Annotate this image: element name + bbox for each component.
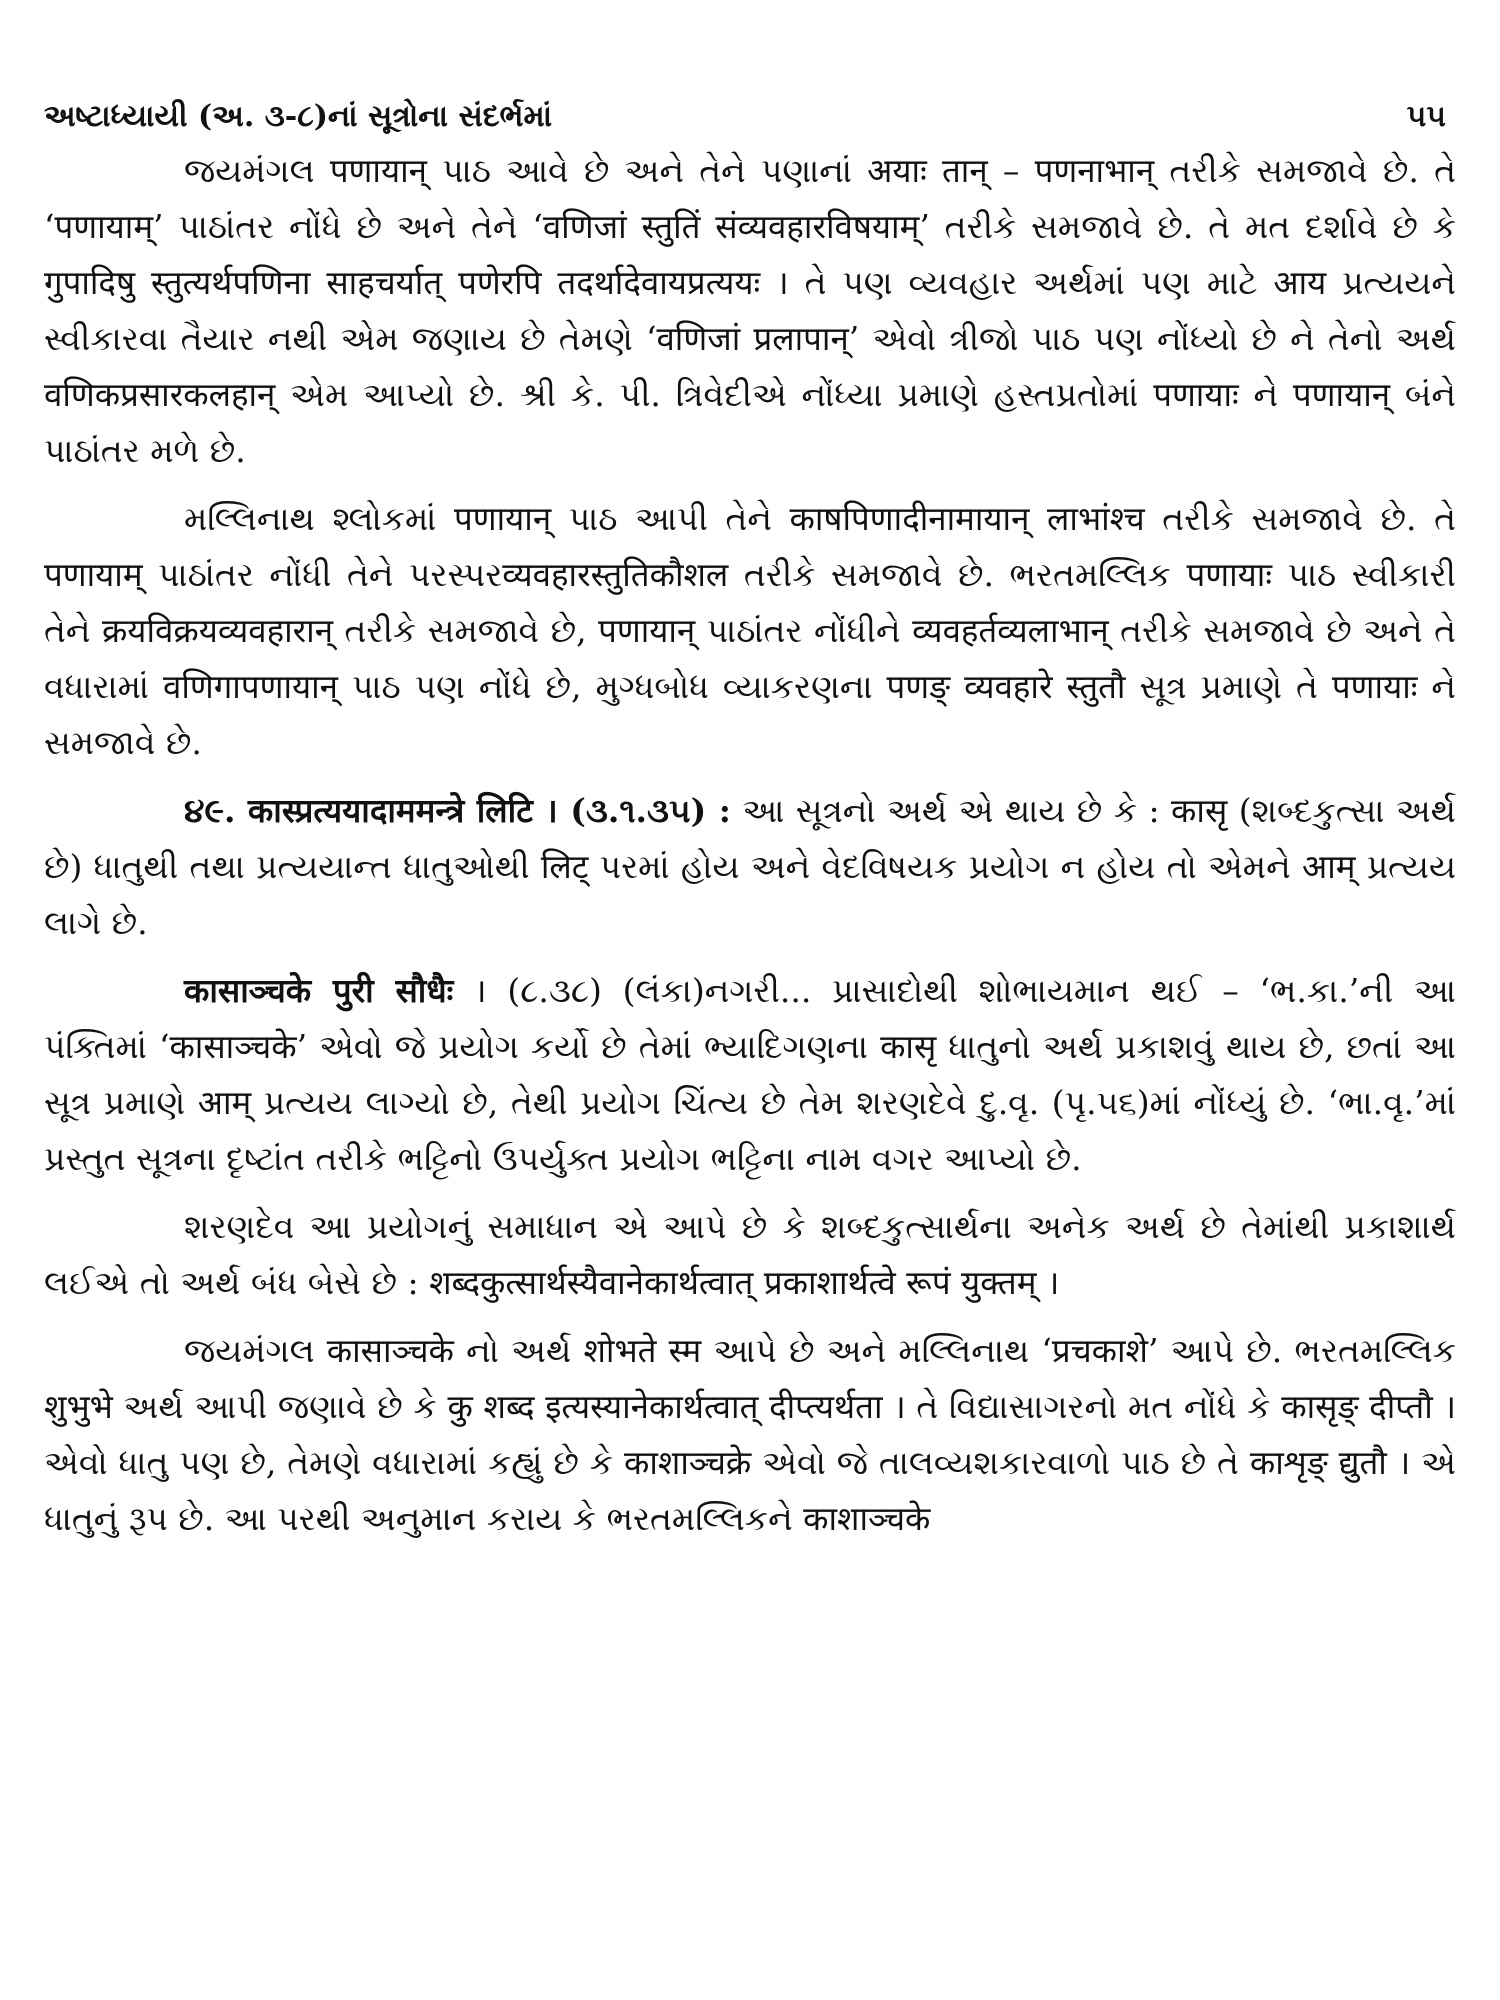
paragraph-2: મલ્લિનાથ શ્લોકમાં पणायान् પાઠ આપી તેને काषपिणादीनामायान् लाभांश्च તરીકે સમજાવે છે. તે पणायाम् પાઠાંતર નોંધી તેને પરસ્પરव्यवहारस्तुतिकौशल તરીકે સમજાવે છે. ભરતમલ્લિક पणायाः પાઠ સ્વીકારી તેને क्रयविक्रयव्यवहारान् તરીકે સમજાવે છે, पणायान् પાઠાંતર નોંધીને व्यवहर्तव्यलाभान् તરીકે સમજાવે છે અને તે વધારામાં वणिगापणायान् પાઠ પણ નોંધે છે, મુગ્ધબોધ વ્યાકરણના पणङ् व्यवहारे स्तुतौ સૂત્ર પ્રમાણે તે पणायाः ને સમજાવે છે.: [44, 499, 1456, 762]
running-title: અષ્ટાધ્યાયી (અ. ૩-૮)નાં સૂત્રોના સંદર્ભમાં: [44, 99, 553, 134]
paragraph-6: જયમંગલ कासाञ्चके નો અર્થ शोभते स्म આપે છે અને મલ્લિનાથ ‘प्रचकाशे’ આપે છે. ભરતમલ્લિક शुभुभे અર્થ આપી જણાવે છે કે कु शब्द इत्यस्यानेकार्थत्वात् दीप्त्यर्थता । તે વિદ્યાસાગરનો મત નોંધે કે कासृङ् दीप्तौ । એવો ધાતુ પણ છે, તેમણે વધારામાં કહ્યું છે કે काशाञ्चक्रे એવો જે તાલવ્યશકારવાળો પાઠ છે તે काशृङ् द्युतौ । એ ધાતુનું રૂપ છે. આ પરથી અનુમાન કરાય કે ભરતમલ્લિકને काशाञ्चके: [44, 1331, 1456, 1538]
running-header: [44, 95, 1456, 139]
paragraph-4: [44, 963, 1456, 1187]
paragraph-5: શરણદેવ આ પ્રયોગનું સમાધાન એ આપે છે કે શબ્દકુત્સાર્થના અનેક અર્થ છે તેમાંથી પ્રકાશાર્થ લઈએ તો અર્થ બંધ બેસે છે : शब्दकुत्सार्थस्यैवानेकार्थत्वात् प्रकाशार्थत्वे रूपं युक्तम् ।: [44, 1207, 1456, 1302]
paragraph-1: જયમંગલ पणायान् પાઠ આવે છે અને તેને પણાનાં अयाः तान् – पणनाभान् તરીકે સમજાવે છે. તે ‘पणायाम्’ પાઠાંતર નોંધે છે અને તેને ‘वणिजां स्तुतिं संव्यवहारविषयाम्’ તરીકે સમજાવે છે. તે મત દર્શાવે છે કે गुपादिषु स्तुत्यर्थपणिना साहचर्यात् पणेरपि तदर्थादेवायप्रत्ययः । તે પણ વ્યવહાર અર્થમાં પણ માટે आय પ્રત્યયને સ્વીકારવા તૈયાર નથી એમ જણાય છે તેમણે ‘वणिजां प्रलापान्’ એવો ત્રીજો પાઠ પણ નોંધ્યો છે ને તેનો અર્થ वणिकप्रसारकलहान् એમ આપ્યો છે. શ્રી કે. પી. ત્રિવેદીએ નોંધ્યા પ્રમાણે હસ્તપ્રતોમાં पणायाः ને पणायान् બંને પાઠાંતર મળે છે.: [44, 151, 1456, 470]
example-heading: कासाञ्चके पुरी सौधैः: [184, 971, 454, 1010]
example-explanation: । (૮.૩૮) (લંકા)નગરી... પ્રાસાદોથી શોભાયમાન થઈ – ‘ભ.કા.’ની આ પંક્તિમાં ‘कासाञ्चके’ એવો જે પ્રયોગ કર્યો છે તેમાં ભ્યાદિગણના कासृ ધાતુનો અર્થ પ્રકાશવું થાય છે, છતાં આ સૂત્ર પ્રમાણે आम् પ્રત્યય લાગ્યો છે, તેથી પ્રયોગ ચિંત્ય છે તેમ શરણદેવે દુ.વૃ. (પૃ.૫૬)માં નોંધ્યું છે. ‘ભા.વૃ.’માં પ્રસ્તુત સૂત્રના દૃષ્ટાંત તરીકે ભટ્ટિનો ઉપર્યુક્ત પ્રયોગ ભટ્ટિના નામ વગર આપ્યો છે.: [44, 971, 1456, 1178]
sutra-explanation: આ સૂત્રનો અર્થ એ થાય છે કે : कासृ (શબ્દકુત્સા અર્થ છે) ધાતુથી તથા પ્રત્યયાન્ત ધાતુઓથી लिट् પરમાં હોય અને વેદવિષયક પ્રયોગ ન હોય તો એમને आम् પ્રત્યય લાગે છે.: [44, 791, 1456, 942]
page-number: ૫૫: [1406, 99, 1446, 134]
sutra-heading: ૪૯. कास्प्रत्ययादाममन्त्रे लिटि । (૩.૧.૩૫) :: [184, 791, 731, 830]
paragraph-3-sutra-49: [44, 783, 1456, 951]
